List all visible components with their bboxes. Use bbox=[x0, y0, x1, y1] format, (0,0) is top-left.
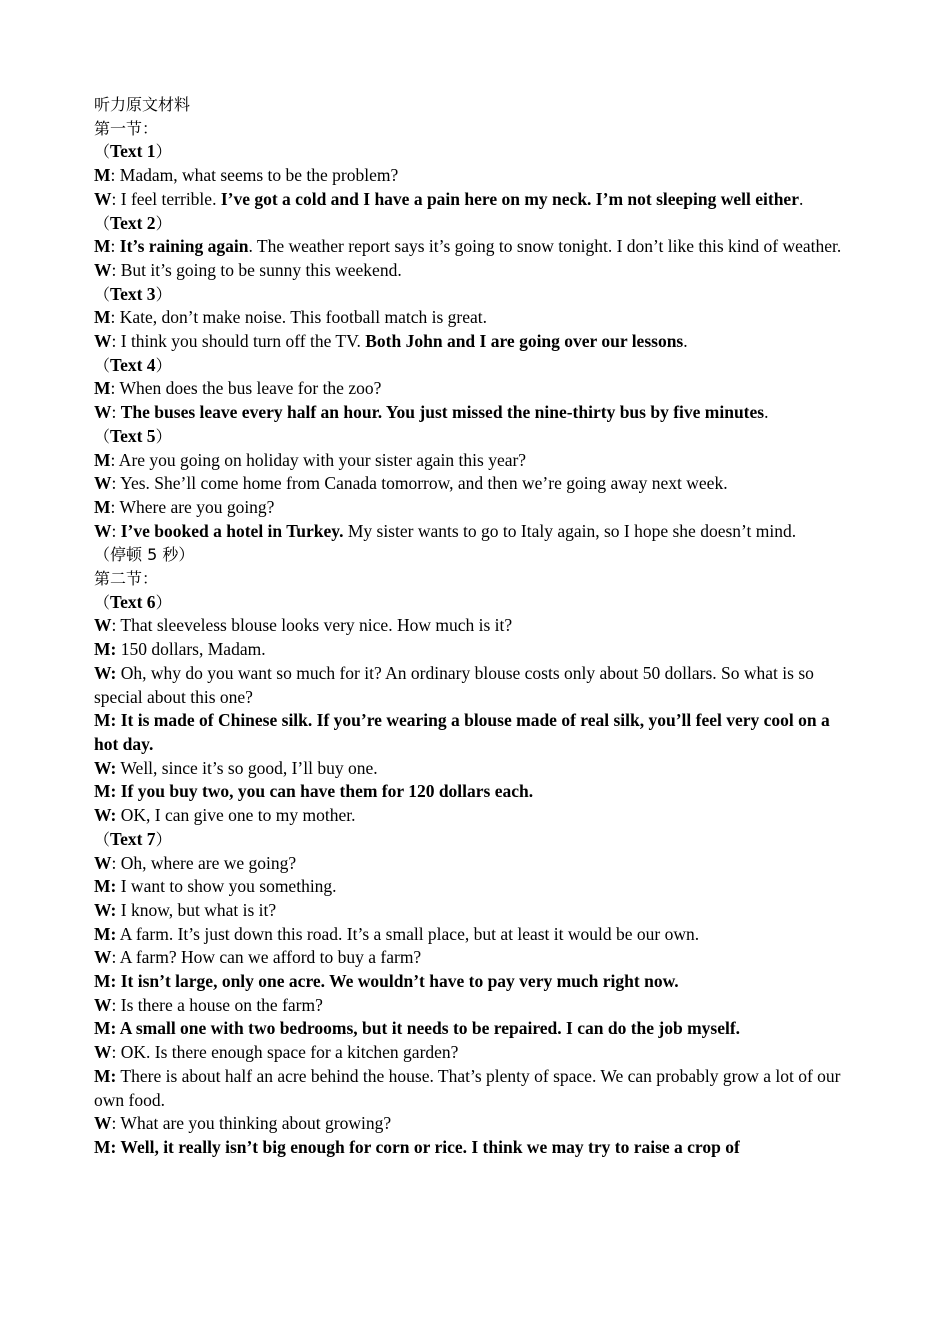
dialogue-line: M: It is made of Chinese silk. If you’re wearing a blouse made of real silk, you’ll feel very cool on a hot day. bbox=[94, 710, 830, 754]
dialogue-line: W: OK. Is there enough space for a kitchen garden? bbox=[94, 1042, 459, 1063]
dialogue-line: W: A farm? How can we afford to buy a farm? bbox=[94, 947, 422, 968]
dialogue-line: M: A farm. It’s just down this road. It’s a small place, but at least it would be our own. bbox=[94, 923, 700, 944]
section-heading-2: 第二节： bbox=[94, 569, 159, 589]
dialogue-line: M: Well, it really isn’t big enough for corn or rice. I think we may try to raise a crop of bbox=[94, 1136, 740, 1157]
text-heading-7: （Text 7） bbox=[94, 828, 172, 849]
dialogue-line: M: I want to show you something. bbox=[94, 876, 337, 897]
dialogue-line: W: But it’s going to be sunny this weekend. bbox=[94, 259, 402, 280]
dialogue-line: W: I know, but what is it? bbox=[94, 899, 277, 920]
dialogue-line: M: It isn’t large, only one acre. We wouldn’t have to pay very much right now. bbox=[94, 971, 679, 992]
pause-note: （停顿 5 秒） bbox=[94, 545, 195, 565]
dialogue-line: W: OK, I can give one to my mother. bbox=[94, 805, 356, 826]
dialogue-line: M: There is about half an acre behind the house. That’s plenty of space. We can probably grow a lot of our own food. bbox=[94, 1065, 841, 1110]
dialogue-line: W: Oh, where are we going? bbox=[94, 852, 297, 873]
dialogue-line: W: I think you should turn off the TV. Both John and I are going over our lessons. bbox=[94, 331, 688, 352]
dialogue-line: M: Kate, don’t make noise. This football match is great. bbox=[94, 307, 488, 328]
dialogue-line: W: The buses leave every half an hour. You just missed the nine-thirty bus by five minutes. bbox=[94, 402, 769, 423]
document-title: 听力原文材料 bbox=[94, 95, 191, 114]
dialogue-line: W: Well, since it’s so good, I’ll buy one. bbox=[94, 757, 378, 778]
dialogue-line: M: A small one with two bedrooms, but it needs to be repaired. I can do the job myself. bbox=[94, 1018, 741, 1039]
text-heading-1: （Text 1） bbox=[94, 141, 172, 162]
dialogue-line: M: It’s raining again. The weather report says it’s going to snow tonight. I don’t like this kind of weather. bbox=[94, 236, 842, 257]
dialogue-line: W: Oh, why do you want so much for it? An ordinary blouse costs only about 50 dollars. So what is so special about this one? bbox=[94, 662, 814, 707]
dialogue-line: M: If you buy two, you can have them for 120 dollars each. bbox=[94, 781, 534, 802]
dialogue-line: M: When does the bus leave for the zoo? bbox=[94, 378, 382, 399]
dialogue-line: W: I’ve booked a hotel in Turkey. My sister wants to go to Italy again, so I hope she doesn’t mind. bbox=[94, 520, 797, 541]
text-heading-6: （Text 6） bbox=[94, 591, 172, 612]
dialogue-line: W: Yes. She’ll come home from Canada tomorrow, and then we’re going away next week. bbox=[94, 473, 728, 494]
dialogue-line: W: What are you thinking about growing? bbox=[94, 1113, 392, 1134]
dialogue-line: W: I feel terrible. I’ve got a cold and I have a pain here on my neck. I’m not sleeping well either. bbox=[94, 188, 804, 209]
dialogue-line: W: Is there a house on the farm? bbox=[94, 994, 323, 1015]
dialogue-line: W: That sleeveless blouse looks very nice. How much is it? bbox=[94, 615, 513, 636]
dialogue-line: M: Madam, what seems to be the problem? bbox=[94, 165, 399, 186]
text-heading-2: （Text 2） bbox=[94, 212, 172, 233]
dialogue-line: M: 150 dollars, Madam. bbox=[94, 639, 266, 660]
text-heading-4: （Text 4） bbox=[94, 354, 172, 375]
dialogue-line: M: Where are you going? bbox=[94, 496, 275, 517]
text-heading-5: （Text 5） bbox=[94, 425, 172, 446]
section-heading-1: 第一节： bbox=[94, 118, 159, 138]
document-body bbox=[94, 93, 854, 1160]
text-heading-3: （Text 3） bbox=[94, 283, 172, 304]
dialogue-line: M: Are you going on holiday with your sister again this year? bbox=[94, 449, 527, 470]
